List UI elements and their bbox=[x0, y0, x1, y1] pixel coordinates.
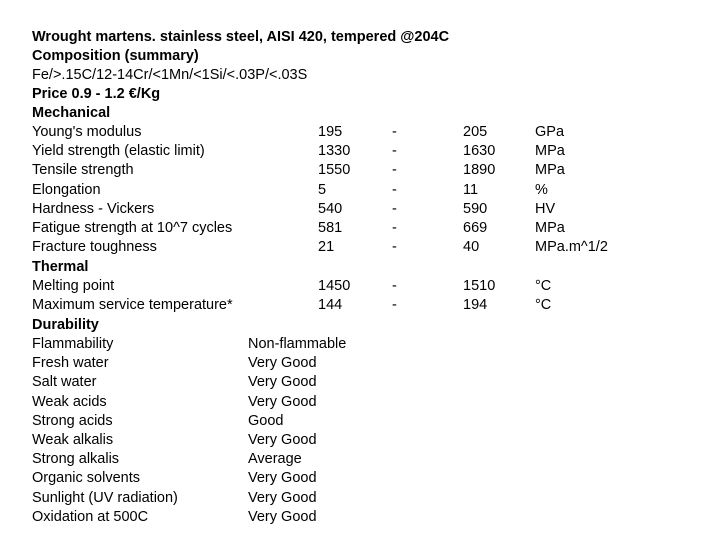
value-unit: MPa.m^1/2 bbox=[535, 239, 608, 256]
value-high: 40 bbox=[463, 239, 480, 256]
range-separator: - bbox=[392, 297, 397, 314]
value-unit: °C bbox=[535, 278, 552, 294]
value-low: 1330 bbox=[318, 143, 351, 160]
value-low: 21 bbox=[318, 239, 335, 256]
value-high: 590 bbox=[463, 200, 488, 217]
property-name: Organic solvents bbox=[32, 470, 140, 487]
range-separator: - bbox=[392, 181, 397, 198]
range-separator: - bbox=[392, 124, 397, 140]
value-unit: % bbox=[535, 181, 548, 198]
composition-heading: Composition (summary) bbox=[32, 48, 199, 64]
property-name: Weak alkalis bbox=[32, 432, 114, 448]
value-high: 669 bbox=[463, 220, 488, 236]
property-name: Strong acids bbox=[32, 412, 113, 429]
durability-rating: Very Good bbox=[248, 355, 317, 372]
durability-rating: Good bbox=[248, 412, 284, 429]
property-name: Melting point bbox=[32, 278, 115, 294]
property-name: Salt water bbox=[32, 374, 97, 391]
durability-rating: Average bbox=[248, 451, 302, 468]
value-low: 1450 bbox=[318, 278, 351, 294]
value-high: 194 bbox=[463, 297, 488, 314]
property-name: Sunlight (UV radiation) bbox=[32, 489, 178, 506]
property-name: Oxidation at 500C bbox=[32, 508, 149, 525]
durability-heading: Durability bbox=[32, 317, 99, 333]
range-separator: - bbox=[392, 162, 397, 179]
value-high: 205 bbox=[463, 124, 488, 140]
property-name: Fatigue strength at 10^7 cycles bbox=[32, 220, 233, 236]
price-line: Price 0.9 - 1.2 €/Kg bbox=[32, 86, 161, 102]
durability-rating: Very Good bbox=[248, 393, 317, 410]
composition-formula: Fe/>.15C/12-14Cr/<1Mn/<1Si/<.03P/<.03S bbox=[32, 67, 308, 83]
range-separator: - bbox=[392, 278, 397, 294]
value-low: 5 bbox=[318, 181, 327, 198]
property-name: Strong alkalis bbox=[32, 451, 120, 468]
property-name: Tensile strength bbox=[32, 162, 134, 179]
durability-rating: Very Good bbox=[248, 432, 317, 448]
value-high: 1510 bbox=[463, 278, 496, 294]
property-name: Fracture toughness bbox=[32, 239, 157, 256]
property-name: Young's modulus bbox=[32, 124, 142, 140]
value-unit: MPa bbox=[535, 162, 565, 179]
value-unit: MPa bbox=[535, 143, 565, 160]
durability-rating: Very Good bbox=[248, 508, 317, 525]
thermal-heading: Thermal bbox=[32, 259, 89, 275]
property-name: Elongation bbox=[32, 181, 101, 198]
value-high: 11 bbox=[463, 181, 479, 198]
range-separator: - bbox=[392, 239, 397, 256]
property-name: Flammability bbox=[32, 336, 114, 352]
value-unit: GPa bbox=[535, 124, 565, 140]
property-name: Maximum service temperature* bbox=[32, 297, 233, 314]
durability-rating: Very Good bbox=[248, 489, 317, 506]
range-separator: - bbox=[392, 220, 397, 236]
range-separator: - bbox=[392, 200, 397, 217]
value-unit: MPa bbox=[535, 220, 565, 236]
value-low: 581 bbox=[318, 220, 343, 236]
value-low: 1550 bbox=[318, 162, 351, 179]
property-name: Weak acids bbox=[32, 393, 107, 410]
value-high: 1890 bbox=[463, 162, 496, 179]
value-low: 540 bbox=[318, 200, 343, 217]
mechanical-heading: Mechanical bbox=[32, 105, 111, 121]
value-low: 144 bbox=[318, 297, 343, 314]
value-high: 1630 bbox=[463, 143, 496, 160]
durability-rating: Very Good bbox=[248, 470, 317, 487]
range-separator: - bbox=[392, 143, 397, 160]
page-title: Wrought martens. stainless steel, AISI 420, tempered @204C bbox=[32, 29, 450, 45]
durability-rating: Non-flammable bbox=[248, 336, 347, 352]
property-name: Fresh water bbox=[32, 355, 109, 372]
property-name: Hardness - Vickers bbox=[32, 200, 155, 217]
property-name: Yield strength (elastic limit) bbox=[32, 143, 205, 160]
value-unit: °C bbox=[535, 297, 552, 314]
durability-rating: Very Good bbox=[248, 374, 317, 391]
value-low: 195 bbox=[318, 124, 343, 140]
value-unit: HV bbox=[535, 200, 556, 217]
